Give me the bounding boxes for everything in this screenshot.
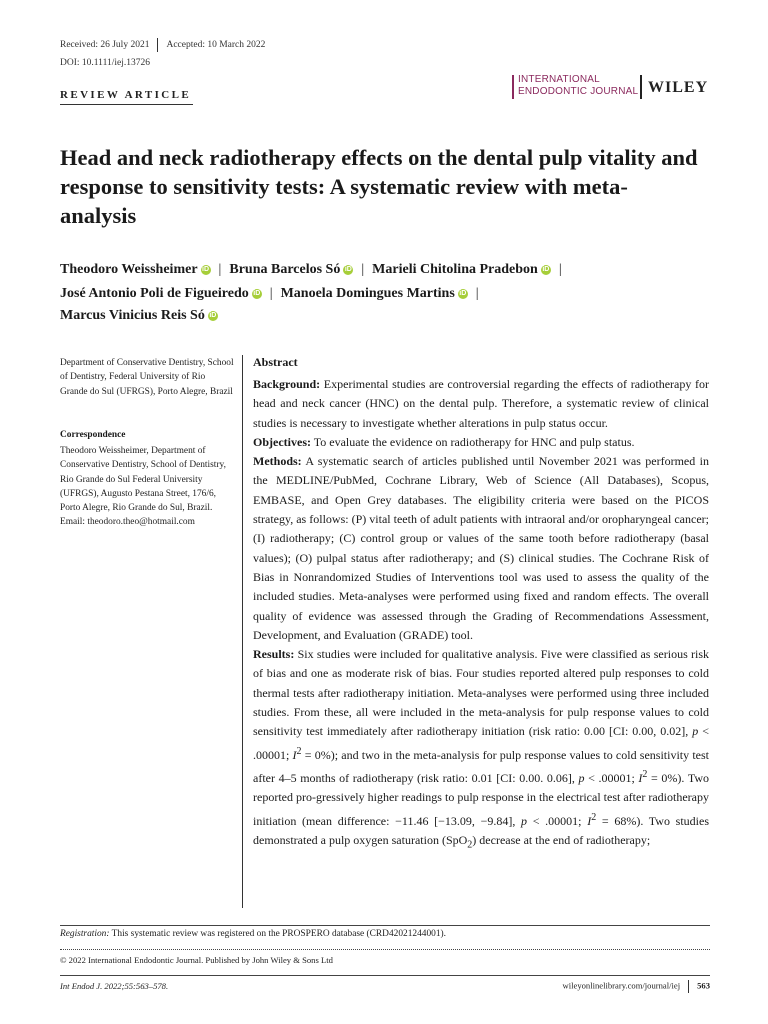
abstract-objectives <box>253 433 709 452</box>
accepted-date: Accepted: 10 March 2022 <box>166 40 266 51</box>
author-separator: | <box>361 262 365 277</box>
citation: Int Endod J. 2022;55:563–578. <box>60 981 169 991</box>
publisher-logo: WILEY <box>648 79 709 96</box>
article-type-underline <box>60 104 193 105</box>
p-value: < .00001; <box>527 813 588 828</box>
author-name[interactable]: Manoela Domingues Martins <box>280 286 455 301</box>
date-separator <box>157 38 158 52</box>
results-label: Results: <box>253 647 295 662</box>
p-value: < .00001; <box>253 724 709 762</box>
results-text: = 0%). Two reported pro- <box>253 770 709 805</box>
registration-label: Registration: <box>60 929 110 939</box>
orcid-icon[interactable]: iD <box>202 266 210 273</box>
results-text: = 68%). Two studies <box>596 813 709 828</box>
orcid-icon[interactable]: iD <box>209 312 217 319</box>
author-line-3 <box>60 306 720 326</box>
orcid-icon[interactable]: iD <box>459 290 467 297</box>
results-text: = 0%); and two in <box>301 747 393 762</box>
doi-link[interactable]: DOI: 10.1111/iej.13726 <box>60 58 150 68</box>
orcid-icon[interactable]: iD <box>344 266 352 273</box>
journal-name-line2: ENDODONTIC JOURNAL <box>518 86 639 97</box>
i-superscript: 2 <box>642 768 648 780</box>
column-divider <box>242 355 243 908</box>
p-value: < .00001; <box>584 770 639 785</box>
abstract-body <box>253 375 709 855</box>
correspondence-address: Theodoro Weissheimer, Department of Conservative Dentistry, School of Dentistry, Rio Grande do Sul Federal University (UFRGS), Augusto Pestana Street, 176/6, Porto Alegre, Rio Grande do Sul, Brazil. <box>60 446 226 514</box>
abstract-results <box>253 645 709 854</box>
p-symbol: p <box>521 813 528 828</box>
footer-separator <box>688 980 689 993</box>
author-name[interactable]: Marcus Vinicius Reis Só <box>60 308 205 323</box>
methods-label: Methods: <box>253 454 302 469</box>
objectives-text: To evaluate the evidence on radiotherapy for HNC and pulp status. <box>313 434 635 449</box>
author-name[interactable]: José Antonio Poli de Figueiredo <box>60 286 249 301</box>
p-symbol: p <box>578 770 585 785</box>
i-superscript: 2 <box>296 745 302 757</box>
footer-rule <box>60 975 710 976</box>
i-symbol: I <box>638 770 643 785</box>
results-text: gressively higher readings to pulp response in the electrical test after radiotherapy initiation (mean difference: −11.46 [−13.09, −9.84], <box>253 790 709 828</box>
journal-name-line1: INTERNATIONAL <box>518 74 600 85</box>
article-title: Head and neck radiotherapy effects on the dental pulp vitality and response to sensitivity tests: A systematic review with meta-analysis <box>60 145 698 228</box>
abstract-methods <box>253 452 709 645</box>
registration-text: This systematic review was registered on the PROSPERO database (CRD42021244001). <box>109 929 446 939</box>
results-text: the meta-analysis for pulp response values to cold sensitivity test after 4–5 months of radiotherapy (risk ratio: 0.01 [CI: 0.00. 0.06], <box>253 747 709 785</box>
affiliation: Department of Conservative Dentistry, School of Dentistry, Federal University of Rio Grande do Sul (UFRGS), Porto Alegre, Brazil <box>60 358 234 397</box>
article-dates <box>60 38 265 52</box>
author-name[interactable]: Marieli Chitolina Pradebon <box>372 262 538 277</box>
author-name[interactable]: Theodoro Weissheimer <box>60 262 198 277</box>
correspondence-heading: Correspondence <box>60 430 126 440</box>
orcid-icon[interactable]: iD <box>542 266 550 273</box>
results-text: Six studies were included for qualitative analysis. Five were classified as serious risk of bias and one as moderate risk of bias. Four studies reported altered pulp responses to cold thermal tests after radiotherapy initiation. Meta-analyses were performed using three included studies. From these, all were included in the meta-analysis for pulp response values to cold sensitivity test immediately after radiotherapy initiation (risk ratio: 0.00 [CI: 0.00, 0.02], <box>253 647 710 739</box>
journal-logo-bar <box>512 75 514 99</box>
author-line-2 <box>60 284 720 304</box>
page-number: 563 <box>697 980 710 991</box>
registration-rule <box>60 925 710 926</box>
results-text: ) decrease at the end of radiotherapy; <box>472 832 651 847</box>
orcid-icon[interactable]: iD <box>253 290 261 297</box>
correspondence <box>60 444 235 530</box>
registration-note <box>60 929 446 939</box>
results-text: demonstrated a pulp oxygen saturation (SpO <box>253 832 468 847</box>
p-symbol: p <box>692 724 699 739</box>
received-date: Received: 26 July 2021 <box>60 40 150 51</box>
background-label: Background: <box>253 377 321 391</box>
logo-divider <box>640 75 642 99</box>
abstract-heading: Abstract <box>253 355 298 369</box>
methods-text: A systematic search of articles published until November 2021 was performed in the MEDLINE/PubMed, Cochrane Library, Web of Science (All Databases), Scopus, EMBASE, and Open Grey databases. The eligibility criteria were based on the PICOS strategy, as follows: (P) vital teeth of adult patients with intraoral and/or oropharyngeal cancer; (I) radiotherapy; (C) control group or values of the same tooth before radiotherapy (basal values); (O) pulpal status after radiotherapy; and (S) clinical studies. The Cochrane Risk of Bias in Nonrandomized Studies of Interventions tool was used to assess the quality of the included studies. Meta-analyses were performed using fixed and random effects. The overall quality of evidence was assessed through the Grading of Recommendations Assessment, Development, and Evaluation (GRADE) tool. <box>253 454 709 642</box>
author-separator: | <box>558 262 562 277</box>
copyright-notice: © 2022 International Endodontic Journal. Published by John Wiley & Sons Ltd <box>60 955 333 965</box>
journal-url[interactable]: wileyonlinelibrary.com/journal/iej <box>562 980 681 991</box>
article-type: REVIEW ARTICLE <box>60 89 192 101</box>
dotted-divider <box>60 949 710 950</box>
spo2-subscript: 2 <box>467 839 473 851</box>
author-separator: | <box>218 262 222 277</box>
i-superscript: 2 <box>591 811 597 823</box>
background-text: Experimental studies are controversial regarding the effects of radiotherapy for head and neck cancer (HNC) on the dental pulp. Therefore, a systematic review of clinical studies is necessary to investigate whether alterations in pulp status occur. <box>253 377 709 430</box>
objectives-label: Objectives: <box>253 434 311 449</box>
author-line-1 <box>60 260 720 280</box>
author-separator: | <box>475 286 479 301</box>
journal-logo[interactable] <box>512 73 712 103</box>
i-symbol: I <box>587 813 592 828</box>
author-name[interactable]: Bruna Barcelos Só <box>229 262 341 277</box>
footer-right <box>563 980 710 993</box>
author-separator: | <box>269 286 273 301</box>
abstract-background <box>253 375 709 433</box>
i-symbol: I <box>292 747 297 762</box>
correspondence-email[interactable]: Email: theodoro.theo@hotmail.com <box>60 517 195 528</box>
